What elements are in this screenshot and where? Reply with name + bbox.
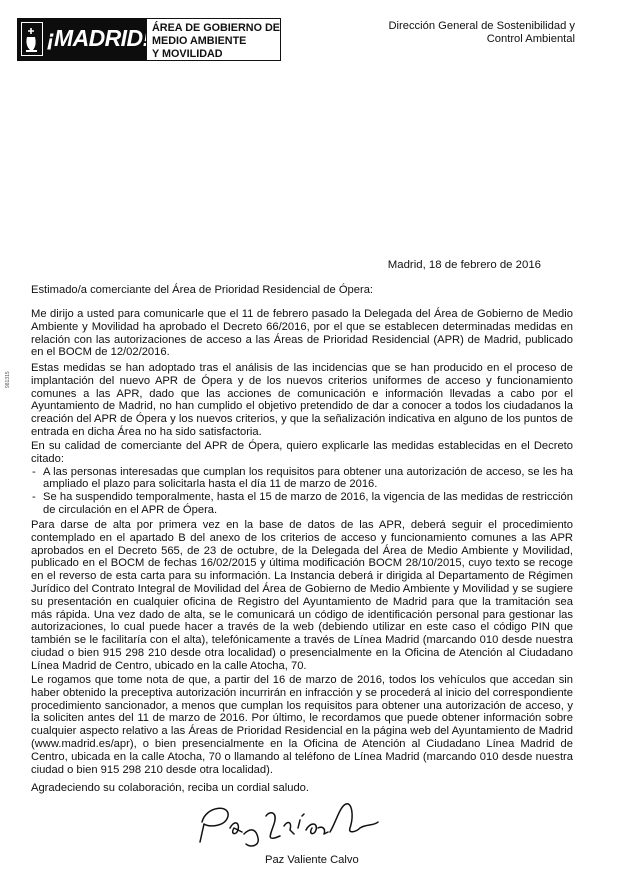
department-line: Dirección General de Sostenibilidad y [388,20,575,32]
closing-line: Agradeciendo su colaboración, reciba un cordial saludo. [31,782,309,794]
area-title-line: ÁREA DE GOBIERNO DE [152,22,280,34]
handwritten-signature [190,798,390,852]
department-line: Control Ambiental [486,33,575,45]
logo-wordmark: ¡MADRID! [47,25,150,51]
coat-of-arms-icon [21,22,43,56]
area-title-line: MEDIO AMBIENTE [152,35,247,47]
signer-name: Paz Valiente Calvo [265,854,359,866]
margin-stamp: 981315 [5,371,11,388]
bullet-item: - Se ha suspendido temporalmente, hasta el 15 de marzo de 2016, la vigencia de las medidas de restricción de circulación en el APR de Ópera. [31,491,573,517]
area-title-box [146,18,281,61]
madrid-logo [17,18,150,61]
paragraph-measures [31,440,573,517]
department-name [388,20,575,46]
paragraph-registration: Para darse de alta por primera vez en la base de datos de las APR, deberá seguir el procedimiento contemplado en el apartado B del anexo de los criterios de acceso y funcionamiento comunes a las APR aprobados en el Decreto 565, de 23 de octubre, de la Delegada del Área de Medio Ambiente y Movilidad, publicado en el BOCM de fechas 16/02/2015 y última modificación BOCM 28/10/2015, cuyo texto se recoge en el reverso de esta carta para su información. La Instancia deberá ir dirigida al Departamento de Régimen Jurídico del Contrato Integral de Movilidad del Área de Gobierno de Medio Ambiente y Movilidad y se sugiere su presentación en cualquier oficina de Registro del Ayuntamiento de Madrid para que la tramitación sea más rápida. Una vez dado de alta, se le comunicará un código de identificación personal para gestionar las autorizaciones, lo cual puede hacer a través de la web (debiendo utilizar en este caso el código PIN que también se le facilitaría con el alta), telefónicamente a través de Línea Madrid (marcando 010 desde nuestra ciudad o bien 915 298 210 desde otra localidad) o presencialmente en la Oficina de Atención al Ciudadano Línea Madrid de Centro, ubicado en la calle Atocha, 70. [31,519,573,672]
measures-intro: En su calidad de comerciante del APR de Ópera, quiero explicarle las medidas establecidas en el Decreto citado: [31,440,573,465]
bullet-item: - A las personas interesadas que cumplan los requisitos para obtener una autorización de acceso, se les ha ampliado el plazo para solicitarla hasta el día 11 de marzo de 2016. [31,466,573,492]
letter-date: Madrid, 18 de febrero de 2016 [387,259,541,271]
paragraph-decree: Me dirijo a usted para comunicarle que el 11 de febrero pasado la Delegada del Área de Gobierno de Medio Ambiente y Movilidad ha aprobado el Decreto 66/2016, por el que se establecen determinadas medidas en relación con las autorizaciones de acceso a las Áreas de Prioridad Residencial (APR) de Madrid, publicado en el BOCM de 12/02/2016. [31,308,573,359]
paragraph-sanctions: Le rogamos que tome nota de que, a partir del 16 de marzo de 2016, todos los vehículos que accedan sin haber obtenido la preceptiva autorización incurrirán en infracción y se procederá al inicio del correspondiente procedimiento sancionador, a menos que cumplan los requisitos para obtener una autorización de acceso, y la soliciten antes del 11 de marzo de 2016. Por último, le recordamos que puede obtener información sobre cualquier aspecto relativo a las Áreas de Prioridad Residencial en la página web del Ayuntamiento de Madrid (www.madrid.es/apr), o bien presencialmente en la Oficina de Atención al Ciudadano Línea Madrid de Centro, ubicada en la calle Atocha, 70 o llamando al teléfono de Línea Madrid (marcando 010 desde nuestra ciudad o bien 915 298 210 desde otra localidad). [31,674,573,776]
salutation: Estimado/a comerciante del Área de Prioridad Residencial de Ópera: [31,284,374,296]
paragraph-context: Estas medidas se han adoptado tras el análisis de las incidencias que se han producido en el proceso de implantación del nuevo APR de Ópera y de los nuevos criterios uniformes de acceso y funcionamiento comunes a las APR, dado que las acciones de comunicación e información llevadas a cabo por el Ayuntamiento de Madrid, no han cumplido el objetivo pretendido de dar a conocer a todos los ciudadanos la creación del APR de Ópera y los nuevos criterios, y que la señalización indicativa en alguno de los puntos de entrada en dicha Área no ha sido satisfactoria. [31,362,573,438]
area-title-line: Y MOVILIDAD [152,48,223,60]
